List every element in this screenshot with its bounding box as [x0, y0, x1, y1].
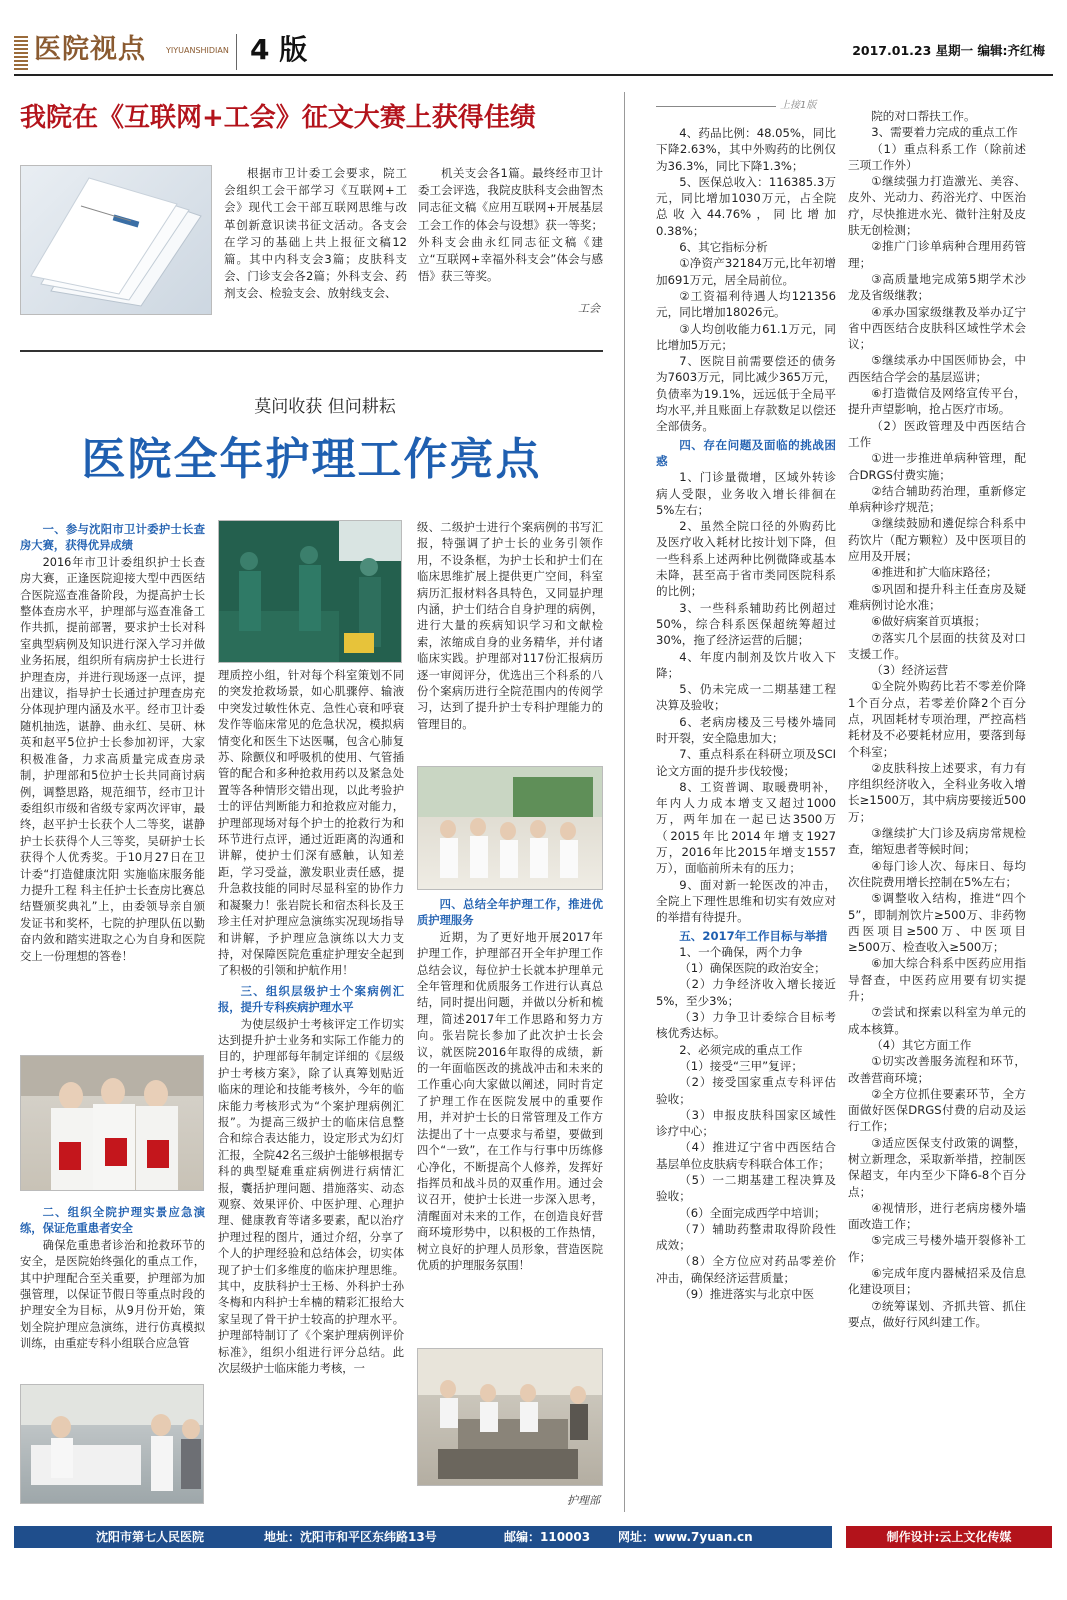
report-paragraph: ⑤巩固和提升科主任查房及疑难病例讨论水准； [848, 581, 1026, 612]
footer-address: 地址：沈阳市和平区东纬路13号 [264, 1530, 437, 1544]
nurses-award-photo [20, 1055, 204, 1191]
masthead [0, 0, 1067, 80]
report-heading: 四、存在问题及面临的挑战困惑 [656, 437, 836, 468]
section-body-2-cont: 理质控小组，针对每个科室策划不同的突发抢救场景，如心肌骤停、输液中突发过敏性休克、急性心衰和呼衰发作等临床常见的危急状况，模拟病情变化和医生下达医嘱，包含心肺复苏、除颤仪和呼吸机的使用、气管插管的配合和多种抢救用药以及紧急处置等各种情形交错出现，以此考验护士的评估判断能力和抢救应对能力，护理部现场对每个护士的抢救行为和环节进行点评，通过近距离的沟通和讲解，使护士们深有感触，认知差距，学习受益，激发职业责任感，提升急救技能的同时尽显科室的协作力和凝聚力！张岩院长和宿杰科长及王珍主任对护理应急演练实况现场指导和讲解，予护理应急演练以大力支持，对保障医院危重症护理安全起到了积极的引领和护航作用！ [218, 669, 404, 978]
emergency-drill-photo [20, 1384, 204, 1504]
report-paragraph: 5、仍未完成一二期基建工程决算及验收； [656, 682, 836, 713]
report-paragraph: ③继续扩大门诊及病房常规检查，缩短患者等候时间； [848, 826, 1026, 857]
report-paragraph: 9、面对新一轮医改的冲击，全院上下理性思维和切实有效应对的举措有待提升。 [656, 877, 836, 925]
section-body-1: 2016年市卫计委组织护士长查房大赛，正逢医院迎接大型中西医结合医院巡查准备阶段，为提高护士长整体查房水平，护理部与巡查准备工作共抓，提前部署，要求护士长对科室典型病例及知识进行深入学习并做业务拓展，组织所有病房护士长进行护理查房，并进行现场逐一点评，提出建议，指导护士长通过护理查房充分体现护理内涵及水平。经市卫计委随机抽选，谌静、曲永红、吴研、林英和赵平5位护士长参加初评，大家积极准备，力求高质量完成查房录制，护理部和5位护士长共同商讨病例，调整思路，规范细节，经市卫计委组织市级和省级专家两次评审，最终，赵平护士长获个人二等奖，谌静护士长获得个人三等奖，吴研护士长获得个人优秀奖。于10月27日在卫计委“打造健康沈阳 实施临床服务能力提升工程 科主任护士长查房比赛总结暨颁奖典礼”上，由委领导亲自颁发证书和奖杯，七院的护理队伍以勤奋内敛和踏实进取之心为自身和医院交上一份理想的答卷！ [20, 555, 205, 963]
report-paragraph: ⑤继续承办中国医师协会，中西医结合学会的基层巡讲； [848, 353, 1026, 384]
report-paragraph: 2、虽然全院口径的外购药比及医疗收入耗材比按计划下降，但一些科系上述两种比例微降或基本未降，甚至高于省市类同医院科系的比例； [656, 519, 836, 599]
report-paragraph: 1、门诊量微增，区域外转诊病人受限，业务收入增长徘徊在5%左右； [656, 470, 836, 517]
report-paragraph: ①净资产32184万元,比年初增加691万元，居全局前位。 [656, 256, 836, 287]
report-paragraph: ⑦统筹谋划、齐抓共管、抓住要点，做好行风纠建工作。 [848, 1298, 1026, 1329]
report-paragraph: （8）全方位应对药品零差价冲击，确保经济运营质量； [656, 1254, 836, 1285]
report-paragraph: （2）力争经济收入增长接近5%，至少3%； [656, 977, 836, 1008]
report-paragraph: （4）推进辽宁省中西医结合基层单位皮肤病专科联合体工作； [656, 1140, 836, 1171]
article1-divider [20, 350, 603, 352]
report-paragraph: ③人均创收能力61.1万元，同比增加5万元； [656, 321, 836, 352]
report-paragraph: （1）重点科系工作（除前述三项工作外） [848, 141, 1026, 172]
footer-design: 制作设计:云上文化传媒 [886, 1530, 1012, 1544]
article2-title: 医院全年护理工作亮点 [81, 434, 542, 485]
report-paragraph: ④每门诊人次、每床日、每均次住院费用增长控制在5%左右； [848, 858, 1026, 889]
report-paragraph: 4、药品比例：48.05%，同比下降2.63%，其中外购药的比例仅为36.3%，同比下降1.3%； [656, 126, 836, 173]
award-photo-image [21, 1056, 203, 1190]
report-paragraph: ②结合辅助药治理，重新修定单病种诊疗规范； [848, 483, 1026, 515]
article2-column-3-b [417, 895, 603, 1345]
head-nurse-meeting-photo [417, 1348, 603, 1486]
section-heading-3: 三、组织层级护士个案病例汇报，提升专科疾病护理水平 [218, 984, 404, 1015]
report-paragraph: ③继续鼓励和遴促综合科系中药饮片（配方颗粒）及中医项目的应用及开展； [848, 516, 1026, 564]
continued-marker [656, 98, 836, 114]
report-paragraph: ①切实改善服务流程和环节，改善营商环境； [848, 1054, 1026, 1085]
footer-bar [14, 1526, 832, 1548]
section-title: 医院视点 [34, 34, 146, 65]
column-divider [624, 92, 625, 1512]
continued-rule [656, 106, 776, 107]
report-paragraph: 7、重点科系在科研立项及SCI论文方面的提升步伐较慢； [656, 747, 836, 778]
operating-room-image [219, 521, 401, 662]
report-paragraph: 3、一些科系辅助药比例超过50%，综合科系医保超统筹超过30%，拖了经济运营的后腿； [656, 600, 836, 648]
meeting-room-image [418, 1349, 602, 1485]
footer-hospital: 沈阳市第七人民医院 [96, 1530, 205, 1544]
footer [0, 1526, 1067, 1600]
report-paragraph: ⑥加大综合科系中医药应用指导督查，中医药应用要有切实提升； [848, 956, 1026, 1004]
report-paragraph: （1）接受“三甲”复评； [679, 1058, 803, 1073]
report-paragraph: ①全院外购药比若不零差价降1个百分点，若零差价降2个百分点，巩固耗材专项治理，严控高档耗材及不必要耗材应用，要落到每个科室； [848, 679, 1026, 759]
report-paragraph: 1、一个确保，两个力争 [679, 944, 803, 959]
masthead-rule [14, 74, 1053, 76]
section-body-3: 为使层级护士考核评定工作切实达到提升护士业务和实际工作能力的目的，护理部每年制定详细的《层级护士考核方案》，除了认真筹划贴近临床的理论和技能考核外，今年的临床能力考核形式为“个案护理病例汇报”。为提高三级护士的临床信息整合和综合表达能力，设定形式为幻灯汇报，全院42名三级护士能够根据专科的典型疑难重症病例进行病情汇报，囊括护理问题、措施落实、动态观察、效果评价、中医护理、心理护理、健康教育等诸多要素，配以治疗护理过程的图片，通过介绍，分享了个人的护理经验和总结体会，切实体现了护士们多维度的临床护理思维。其中，皮肤科护士王杨、外科护士孙冬梅和内科护士牟楠的精彩汇报给大家呈现了骨干护士较高的护理水平。护理部特制订了《个案护理病例评价标准》，组织小组进行评分总结。此次层级护士临床能力考核，一 [218, 1017, 404, 1376]
report-paragraph: 8、工资普调、取暖费明补，年内人力成本增支又超过1000万，两年加在一起已达3500万（2015年比2014年增支1927万，2016年比2015年增支1557万），面临前所未有的压力； [656, 779, 836, 876]
report-column-1 [656, 125, 836, 1515]
report-paragraph: （2）医政管理及中西医结合工作 [848, 418, 1026, 449]
article2-column-3 [417, 520, 603, 760]
article2-column-1-b [20, 1203, 205, 1383]
report-heading: 五、2017年工作目标与举措 [679, 928, 828, 943]
section-heading-4: 四、总结全年护理工作，推进优质护理服务 [417, 898, 603, 928]
nurse-meeting-photo [417, 766, 603, 890]
article1-body-right: 机关支会各1篇。最终经市卫计委工会评选，我院皮肤科支会曲智杰同志征文稿《应用互联网+开展基层工会工作的体会与设想》获一等奖；外科支会曲永红同志征文稿《建立“互联网+幸福外科支会”体会与感悟》获三等奖。 [418, 166, 603, 284]
report-paragraph: 4、年度内制剂及饮片收入下降； [656, 649, 836, 680]
section-body-3-cont: 级、二级护士进行个案病例的书写汇报，特强调了护士长的业务引领作用，不设条框，为护士长和护士们在临床思维扩展上提供更广空间，科室病历汇报材料各具特色，又同显护理内涵，护士们结合自身护理的病例，进行大量的疾病知识学习和文献检索，浓缩成自身的业务精华，并付诸临床实践。护理部对117份汇报病历逐一审阅评分，优选出三个科系的八份个案病历进行全院范围内的传阅学习，达到了提升护士专科护理能力的管理目的。 [417, 521, 603, 731]
report-paragraph: （3）申报皮肤科国家区域性诊疗中心； [656, 1107, 836, 1139]
section-pinyin: YIYUANSHIDIAN [166, 46, 229, 55]
article1-title: 我院在《互联网+工会》征文大赛上获得佳绩 [20, 103, 536, 133]
section-body-2: 确保危重患者诊治和抢救环节的安全，是医院始终强化的重点工作，其中护理配合至关重要，护理部为加强管理，以保证节假日等重点时段的护理安全为目标，从9月份开始，策划全院护理应急演练，进行仿真模拟训练，由重症专科小组联合应急管 [20, 1238, 205, 1351]
book-covers-image [21, 166, 211, 314]
report-paragraph: （7）辅助药整肃取得阶段性成效； [656, 1221, 836, 1253]
report-paragraph: ②推广门诊单病种合理用药管理； [848, 239, 1026, 270]
report-paragraph: （2）接受国家重点专科评估验收； [656, 1075, 836, 1106]
article2-signature: 护理部 [567, 1494, 600, 1507]
report-paragraph: ①继续强力打造激光、美容、皮外、光动力、药浴光疗、中医治疗，尽快推进水光、微针注射及皮肤无创检测； [848, 174, 1026, 238]
report-paragraph: （4）其它方面工作 [871, 1037, 972, 1052]
report-paragraph: （3）力争卫计委综合目标考核优秀达标。 [656, 1010, 836, 1041]
report-paragraph: ⑦落实几个层面的扶贫及对口支援工作。 [848, 630, 1026, 661]
operating-room-photo [218, 520, 402, 663]
report-paragraph: ②皮肤科按上述要求，有力有序组织经济收入，全科业务收入增长≥1500万，其中病房要接近500万； [848, 760, 1026, 824]
report-paragraph: ②工资福利待遇人均121356元，同比增加18026元。 [656, 288, 836, 320]
report-paragraph: ①进一步推进单病种管理，配合DRGS付费实施； [848, 451, 1026, 482]
article1-signature: 工会 [578, 302, 600, 315]
masthead-divider [236, 34, 237, 70]
footer-design-bar [846, 1526, 1052, 1548]
report-column-2 [848, 108, 1026, 1518]
report-paragraph: ⑥打造微信及网络宣传平台，提升声望影响，抢占医疗市场。 [848, 386, 1026, 417]
date-editor: 2017.01.23 星期一 编辑:齐红梅 [852, 43, 1045, 58]
report-paragraph: ③高质量地完成第5期学术沙龙及省级继教； [848, 271, 1026, 303]
drill-photo-image [21, 1385, 203, 1503]
report-paragraph: 7、医院目前需要偿还的债务为7603万元，同比减少365万元，负债率为19.1%，远远低于全局平均水平,并且账面上存款数足以偿还全部债务。 [656, 354, 836, 434]
report-paragraph: （5）一二期基建工程决算及验收； [656, 1173, 836, 1204]
report-paragraph: ②全方位抓住要素环节，全方面做好医保DRGS付费的启动及运行工作； [848, 1086, 1026, 1134]
report-paragraph: 6、老病房楼及三号楼外墙同时开裂，安全隐患加大； [656, 714, 836, 745]
report-paragraph: ⑦尝试和探索以科室为单元的成本核算。 [848, 1005, 1026, 1036]
page-number: 4 版 [250, 33, 308, 66]
section-heading-1: 一、参与沈阳市卫计委护士长查房大赛，获得优异成绩 [20, 523, 205, 553]
report-paragraph: ④推进和扩大临床路径； [871, 565, 998, 580]
report-paragraph: （9）推进落实与北京中医 [679, 1287, 815, 1302]
section-heading-2: 二、组织全院护理实景应急演练，保证危重患者安全 [20, 1206, 205, 1236]
article1-body-left: 根据市卫计委工会要求，院工会组织工会干部学习《互联网+工会》现代工会干部互联网思维与改革创新意识读书征文活动。各支会在学习的基础上共上报征文稿12篇。其中内科支会3篇；皮肤科支会、门诊支会各2篇；外科支会、药剂支会、检验支会、放射线支会、 [224, 166, 407, 301]
article1-photo [20, 165, 212, 315]
report-paragraph: ⑤调整收入结构，推进“四个5”，即制剂饮片≥500万、非药物西医项目≥500万、中医项目≥500万、检查收入≥500万； [848, 891, 1026, 955]
report-paragraph: ④视情形，进行老病房楼外墙面改造工作； [848, 1200, 1026, 1232]
section-body-4: 近期，为了更好地开展2017年护理工作，护理部召开全年护理工作总结会议，每位护士长就本护理单元全年管理和优质服务工作进行认真总结，同时提出问题，并做以分析和梳理，简述2017年工作思路和努力方向。张岩院长参加了此次护士长会议，就医院2016年取得的成绩，新的一年面临医改的挑战冲击和未来的工作重心向大家做以阐述，同时肯定了护理工作在医院发展中的重要作用，并对护士长的日常管理及工作方法提出了十一点要求与希望，要做到四个“一致”，在工作与行事中历练修心净化，不断提高个人修养，发挥好指挥员和战斗员的双重作用。通过会议召开，使护士长进一步深入思考，清醒面对未来的工作，在创造良好营商环境形势中，以积极的工作热情，树立良好的护理人员形象，营造医院优质的护理服务氛围！ [417, 930, 603, 1272]
report-paragraph: （1）确保医院的政治安全； [679, 961, 826, 976]
article2-kicker: 莫问收获 但问耕耘 [254, 397, 396, 417]
continued-label: 上接1版 [780, 100, 817, 111]
article2-column-1 [20, 520, 205, 1048]
report-paragraph: （3）经济运营 [871, 663, 949, 678]
report-paragraph: 5、医保总收入：116385.3万元，同比增加1030万元，占全院总收入44.76%，同比增加0.38%； [656, 174, 836, 238]
masthead-ornament [14, 36, 28, 70]
footer-website[interactable]: 网址：www.7yuan.cn [618, 1530, 753, 1544]
report-paragraph: ⑥做好病案首页填报； [871, 614, 986, 629]
report-paragraph: 2、必须完成的重点工作 [679, 1042, 803, 1057]
report-paragraph: ③适应医保支付政策的调整，树立新理念，采取新举措，控制医保超支，年内至少下降6-8个百分点； [848, 1135, 1026, 1199]
report-paragraph: ⑤完成三号楼外墙开裂修补工作； [848, 1233, 1026, 1264]
report-paragraph: （6）全面完成西学中培训； [679, 1205, 826, 1220]
nurse-meeting-image [418, 767, 602, 889]
report-paragraph: 3、需要着力完成的重点工作 [871, 125, 1018, 140]
report-paragraph: 6、其它指标分析 [679, 240, 768, 255]
article2-column-2 [218, 668, 404, 1508]
footer-postcode: 邮编：110003 [504, 1530, 591, 1544]
report-paragraph: 院的对口帮扶工作。 [871, 109, 976, 123]
report-paragraph: ④承办国家级继教及举办辽宁省中西医结合皮肤科区域性学术会议； [848, 304, 1026, 352]
report-paragraph: ⑥完成年度内器械招采及信息化建设项目； [848, 1266, 1026, 1297]
